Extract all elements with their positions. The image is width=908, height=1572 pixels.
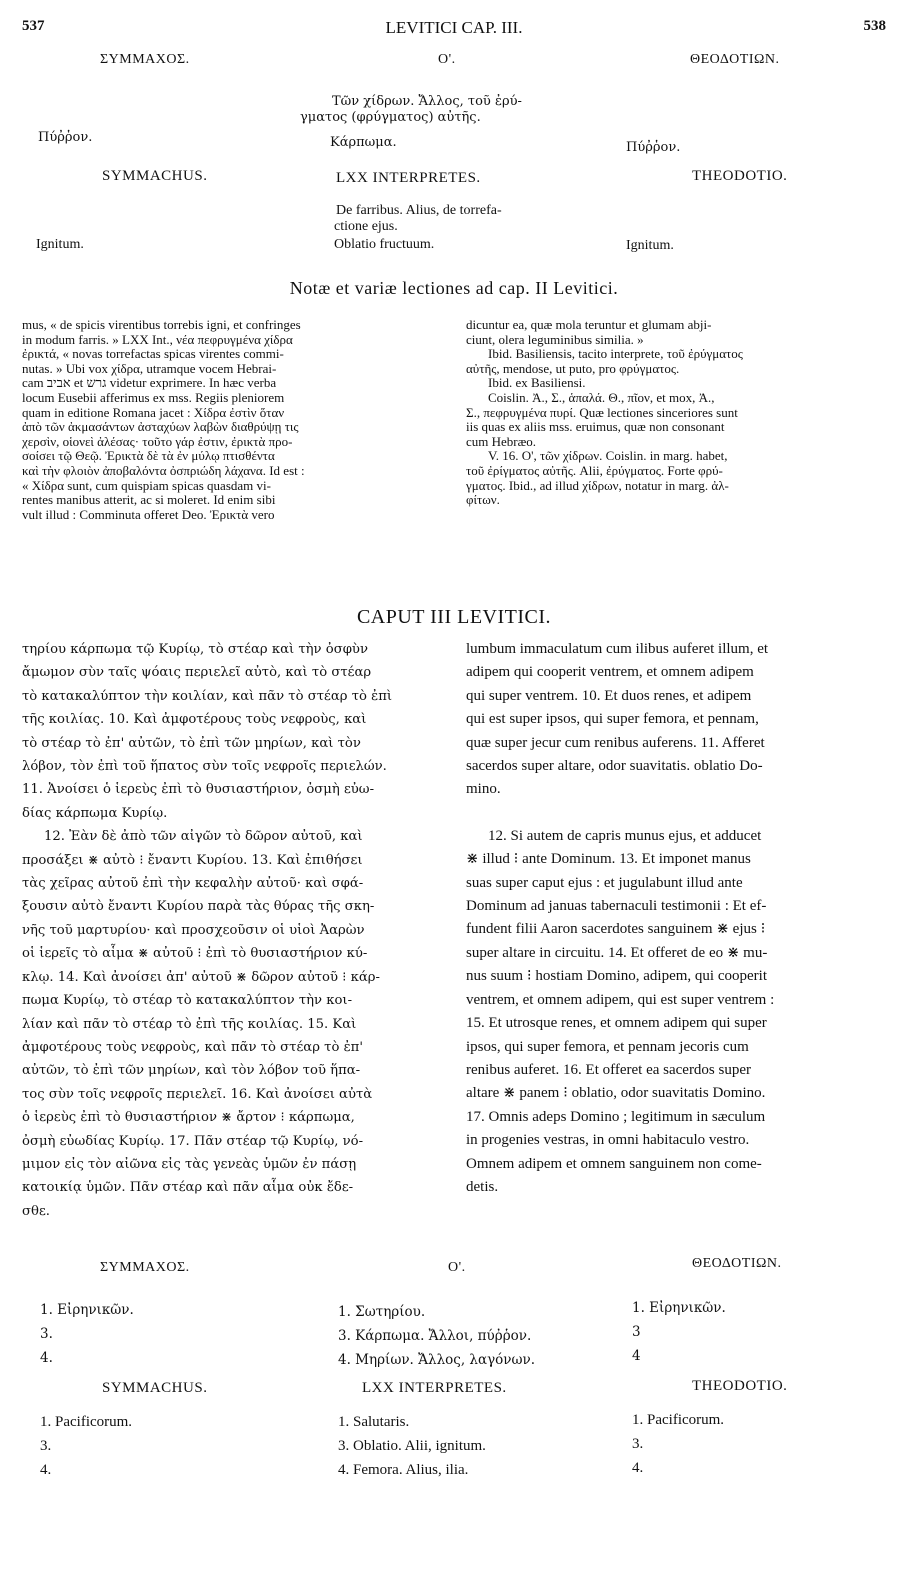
greek-line: αὐτῶν, τὸ ἐπὶ τῶν μηρίων, καὶ τὸν λόβον τοῦ ἥπα- (22, 1063, 361, 1079)
notes-right-line: φίτων. (466, 492, 500, 508)
bottom-lxx-lat-item: 3. Oblatio. Alii, ignitum. (338, 1438, 486, 1454)
greek-line: λίαν καὶ πᾶν τὸ στέαρ τὸ ἐπὶ τῆς κοιλίας. 15. Καὶ (22, 1016, 357, 1032)
bottom-sym-gr-heading: ΣΥΜΜΑΧΟΣ. (100, 1260, 190, 1275)
notes-right-line: Ibid. ex Basiliensi. (488, 375, 586, 391)
bottom-theo-lat-item: 1. Pacificorum. (632, 1412, 725, 1428)
latin-line: quæ super jecur cum renibus auferens. 11. Afferet (466, 734, 765, 751)
top-lxx-lat-line-3: Oblatio fructuum. (334, 237, 435, 252)
notes-left-line: cam אביב et גרש videtur exprimere. In hæc verba (22, 375, 277, 391)
greek-line: 11. Ἀνοίσει ὁ ἱερεὺς ἐπὶ τὸ θυσιαστήριον, ὀσμὴ εὐω- (22, 782, 375, 798)
top-lxx-lat-line-1: De farribus. Alius, de torrefa- (336, 203, 502, 218)
bottom-lxx-gr-item: 4. Μηρίων. Ἄλλος, λαγόνων. (338, 1352, 535, 1368)
greek-line: πωμα Κυρίῳ, τὸ στέαρ τὸ κατακαλύπτον τὴν κοι- (22, 993, 353, 1009)
greek-line: τῆς κοιλίας. 10. Καὶ ἀμφοτέρους τοὺς νεφροὺς, καὶ (22, 712, 367, 728)
top-sym-lat: Ignitum. (36, 237, 84, 252)
notes-left-line: in modum farris. » LXX Int., νέα πεφρυγμένα χίδρα (22, 331, 293, 347)
greek-line: ὁ ἱερεὺς ἐπὶ τὸ θυσιαστήριον ⋇ ἄρτον ⁝ κάρπωμα, (22, 1110, 355, 1126)
bottom-lxx-lat-item: 1. Salutaris. (338, 1414, 410, 1430)
bottom-lxx-lat-heading: LXX INTERPRETES. (362, 1380, 507, 1396)
latin-line: sacerdos super altare, odor suavitatis. oblatio Do- (466, 758, 763, 775)
bottom-lxx-gr-heading: Ο'. (448, 1260, 466, 1275)
latin-line: Omnem adipem et omnem sanguinem non come- (466, 1155, 762, 1172)
greek-line: 12. Ἐὰν δὲ ἀπὸ τῶν αἰγῶν τὸ δῶρον αὐτοῦ, καὶ (44, 829, 363, 845)
notes-right-line: τοῦ ἐρίγματος αὐτῆς. Alii, ἐρύγματος. Forte φρύ- (466, 462, 723, 478)
greek-line: ἄμωμον σὺν ταῖς ψόαις περιελεῖ αὐτὸ, καὶ τὸ στέαρ (22, 665, 372, 681)
top-theo-gr-heading: ΘΕΟΔΟΤΙΩΝ. (690, 52, 780, 67)
notes-right-column (466, 318, 886, 508)
notes-right-line: iis quas ex aliis mss. eruimus, quæ non consonant (466, 419, 725, 435)
notes-left-line: locum Eusebii afferimus ex mss. Regiis pleniorem (22, 389, 285, 405)
notes-left-line: ἀπὸ τῶν ἀκμασάντων ἀσταχύων λαβὼν διαθρύψῃ τις (22, 419, 299, 435)
top-lxx-gr-line-1: Τῶν χίδρων. Ἄλλος, τοῦ ἐρύ- (332, 94, 522, 109)
greek-line: τὸ κατακαλύπτον τὴν κοιλίαν, καὶ πᾶν τὸ στέαρ τὸ ἐπὶ (22, 688, 393, 704)
top-lxx-lat-heading: LXX INTERPRETES. (336, 170, 481, 186)
latin-line: qui est super ipsos, qui super femora, et pennam, (466, 711, 759, 728)
bottom-sym-gr-item: 1. Εἰρηνικῶν. (40, 1302, 134, 1318)
bottom-lxx-gr-item: 3. Κάρπωμα. Ἄλλοι, πύῤῥον. (338, 1328, 532, 1344)
bottom-theo-lat-item: 3. (632, 1436, 644, 1452)
greek-line: κλῳ. 14. Καὶ ἀνοίσει ἀπ' αὐτοῦ ⋇ δῶρον αὐτοῦ ⁝ κάρ- (22, 969, 380, 985)
greek-text-column (22, 638, 442, 1223)
notes-right-line: V. 16. Ο', τῶν χίδρων. Coislin. in marg. habet, (488, 448, 728, 464)
bottom-lxx-lat-list (338, 1410, 486, 1482)
latin-line: 17. Omnis adeps Domino ; legitimum in sæculum (466, 1108, 766, 1125)
notes-left-line: ἐρικτά, « novas torrefactas spicas virentes commi- (22, 346, 284, 362)
bottom-sym-gr-item: 3. (40, 1326, 53, 1342)
latin-line: super altare in circuitu. 14. Et offeret de eo ⋇ mu- (466, 944, 768, 961)
greek-line: δίας κάρπωμα Κυρίῳ. (22, 805, 168, 821)
greek-line: μιμον εἰς τὸν αἰῶνα εἰς τὰς γενεὰς ὑμῶν ἐν πάσῃ (22, 1156, 357, 1172)
notes-left-line: σοίσει τῷ Θεῷ. Ἐρικτὰ δὲ τὰ ἐν μύλῳ πτισθέντα (22, 448, 275, 464)
bottom-theo-lat-heading: THEODOTIO. (692, 1378, 788, 1394)
latin-line: 15. Et utrosque renes, et omnem adipem qui super (466, 1015, 767, 1032)
bottom-sym-gr-list (40, 1298, 134, 1370)
bottom-theo-gr-heading: ΘΕΟΔΟΤΙΩΝ. (692, 1256, 782, 1271)
notes-left-column (22, 318, 442, 522)
chapter-heading: CAPUT III LEVITICI. (356, 606, 552, 628)
notes-right-line: dicuntur ea, quæ mola teruntur et glumam abji- (466, 317, 712, 332)
bottom-sym-lat-item: 4. (40, 1462, 52, 1478)
latin-line: ⋇ illud ⁝ ante Dominum. 13. Et imponet manus (466, 851, 751, 868)
bottom-sym-gr-item: 4. (40, 1350, 53, 1366)
bottom-theo-gr-list (632, 1296, 726, 1368)
top-sym-gr-heading: ΣΥΜΜΑΧΟΣ. (100, 52, 190, 67)
greek-line: ὀσμὴ εὐωδίας Κυρίῳ. 17. Πᾶν στέαρ τῷ Κυρίῳ, νό- (22, 1133, 364, 1149)
bottom-sym-lat-item: 1. Pacificorum. (40, 1414, 133, 1430)
latin-line: renibus auferet. 16. Et offeret ea sacerdos super (466, 1061, 752, 1078)
latin-line: detis. (466, 1178, 499, 1195)
notes-right-line: cum Hebræo. (466, 433, 537, 449)
latin-line: lumbum immaculatum cum ilibus auferet illum, et (466, 641, 769, 657)
latin-line: suas super caput ejus : et jugulabunt illud ante (466, 874, 743, 891)
bottom-theo-gr-item: 1. Εἰρηνικῶν. (632, 1300, 726, 1316)
greek-line: οἱ ἱερεῖς τὸ αἷμα ⋇ αὐτοῦ ⁝ ἐπὶ τὸ θυσιαστήριον κύ- (22, 946, 368, 962)
bottom-theo-gr-item: 3 (632, 1324, 641, 1340)
top-theo-lat-heading: THEODOTIO. (692, 168, 788, 184)
running-title: LEVITICI CAP. III. (385, 18, 523, 37)
greek-line: κατοικίᾳ ὑμῶν. Πᾶν στέαρ καὶ πᾶν αἷμα οὐκ ἔδε- (22, 1180, 354, 1196)
notes-left-line: χερσὶν, οἱονεὶ ἀλέσας· τοῦτο γάρ ἐστιν, ἐρικτὰ προ- (22, 433, 293, 449)
greek-line: τὸ στέαρ τὸ ἐπ' αὐτῶν, τὸ ἐπὶ τῶν μηρίων, καὶ τὸν (22, 735, 361, 751)
bottom-lxx-gr-list (338, 1300, 535, 1372)
latin-line: 12. Si autem de capris munus ejus, et adducet (488, 827, 762, 844)
notes-right-line: Coislin. Ἀ., Σ., ἁπαλά. Θ., πῖον, et mox, Ἀ., (488, 389, 715, 405)
latin-line: ipsos, qui super femora, et pennam jecoris cum (466, 1038, 749, 1055)
bottom-lxx-lat-item: 4. Femora. Alius, ilia. (338, 1462, 469, 1478)
notes-left-line: nutas. » Ubi vox χίδρα, utramque vocem Hebrai- (22, 360, 277, 376)
top-lxx-lat-line-2: ctione ejus. (334, 219, 398, 234)
bottom-theo-lat-item: 4. (632, 1460, 644, 1476)
greek-line: τὰς χεῖρας αὐτοῦ ἐπὶ τὴν κεφαλὴν αὐτοῦ· καὶ σφά- (22, 876, 364, 892)
top-lxx-gr-heading: Ο'. (438, 52, 456, 67)
latin-line: fundent filii Aaron sacerdotes sanguinem ⋇ ejus ⁝ (466, 921, 766, 938)
greek-line: ξουσιν αὐτὸ ἔναντι Κυρίου παρὰ τὰς θύρας τῆς σκη- (22, 899, 375, 915)
greek-line: λόβον, τὸν ἐπὶ τοῦ ἥπατος σὺν τοῖς νεφροῖς περιελών. (22, 759, 387, 775)
top-lxx-gr-line-2: γματος (φρύγματος) αὐτῆς. (300, 110, 481, 125)
notes-left-line: καὶ τὴν φλοιὸν ἀποβαλόντα ὀσπριώδη λάχανα. Id est : (22, 462, 305, 478)
bottom-lxx-gr-item: 1. Σωτηρίου. (338, 1304, 426, 1320)
latin-line: ventrem, et omnem adipem, qui est super ventrem : (466, 991, 775, 1008)
bottom-sym-lat-list (40, 1410, 132, 1482)
bottom-theo-lat-list (632, 1408, 724, 1480)
latin-line: qui super ventrem. 10. Et duos renes, et adipem (466, 687, 752, 704)
page-number-left: 537 (22, 18, 45, 34)
greek-line: σθε. (22, 1203, 50, 1219)
greek-line: προσάξει ⋇ αὐτὸ ⁝ ἔναντι Κυρίου. 13. Καὶ ἐπιθήσει (22, 852, 363, 868)
greek-line: νῆς τοῦ μαρτυρίου· καὶ προσχεοῦσιν οἱ υἱοὶ Ἀαρὼν (22, 922, 365, 938)
notes-right-line: αὐτῆς, mendose, ut puto, pro φρύγματος. (466, 360, 680, 376)
notes-left-line: rentes manibus atterit, ac si moleret. Id enim sibi (22, 492, 276, 508)
greek-line: ἀμφοτέρους τοὺς νεφροὺς, καὶ πᾶν τὸ στέαρ τὸ ἐπ' (22, 1039, 363, 1055)
top-theo-lat: Ignitum. (626, 238, 674, 253)
notes-heading: Notæ et variæ lectiones ad cap. II Levitici. (289, 278, 619, 298)
latin-line: altare ⋇ panem ⁝ oblatio, odor suavitatis Domino. (466, 1085, 766, 1102)
latin-line: Dominum ad januas tabernaculi testimonii : Et ef- (466, 898, 767, 915)
page-number-right: 538 (863, 18, 886, 34)
latin-line: in progenies vestras, in omni habitaculo vestro. (466, 1132, 750, 1149)
top-sym-gr: Πύῤῥον. (38, 130, 93, 145)
notes-left-line: quam in editione Romana jacet : Χίδρα ἐστὶν ὅταν (22, 404, 285, 420)
latin-line: adipem qui cooperit ventrem, et omnem adipem (466, 664, 754, 681)
notes-left-line: mus, « de spicis virentibus torrebis igni, et confringes (22, 317, 301, 332)
bottom-sym-lat-heading: SYMMACHUS. (102, 1380, 208, 1396)
bottom-sym-lat-item: 3. (40, 1438, 52, 1454)
notes-left-line: « Χίδρα sunt, cum quispiam spicas quasdam vi- (22, 477, 271, 493)
notes-right-line: Σ., πεφρυγμένα πυρί. Quæ lectiones sinceriores sunt (466, 404, 738, 420)
latin-text-column (466, 638, 888, 1199)
latin-line-spacer (466, 802, 888, 825)
top-lxx-gr-line-3: Κάρπωμα. (330, 135, 397, 150)
bottom-theo-gr-item: 4 (632, 1348, 641, 1364)
top-theo-gr: Πύῤῥον. (626, 140, 681, 155)
greek-line: τηρίου κάρπωμα τῷ Κυρίῳ, τὸ στέαρ καὶ τὴν ὀσφὺν (22, 642, 368, 657)
latin-line: nus suum ⁝ hostiam Domino, adipem, qui cooperit (466, 968, 767, 985)
notes-right-line: ciunt, olera leguminibus similia. » (466, 331, 644, 347)
notes-right-line: Ibid. Basiliensis, tacito interprete, τοῦ ἐρύγματος (488, 346, 743, 362)
notes-left-line: vult illud : Comminuta offeret Deo. Ἐρικτὰ vero (22, 506, 275, 522)
notes-right-line: γματος. Ibid., ad illud χίδρων, notatur in marg. ἀλ- (466, 477, 729, 493)
latin-line: mino. (466, 781, 501, 798)
top-sym-lat-heading: SYMMACHUS. (102, 168, 208, 184)
greek-line: τος σὺν τοῖς νεφροῖς περιελεῖ. 16. Καὶ ἀνοίσει αὐτὰ (22, 1086, 373, 1102)
